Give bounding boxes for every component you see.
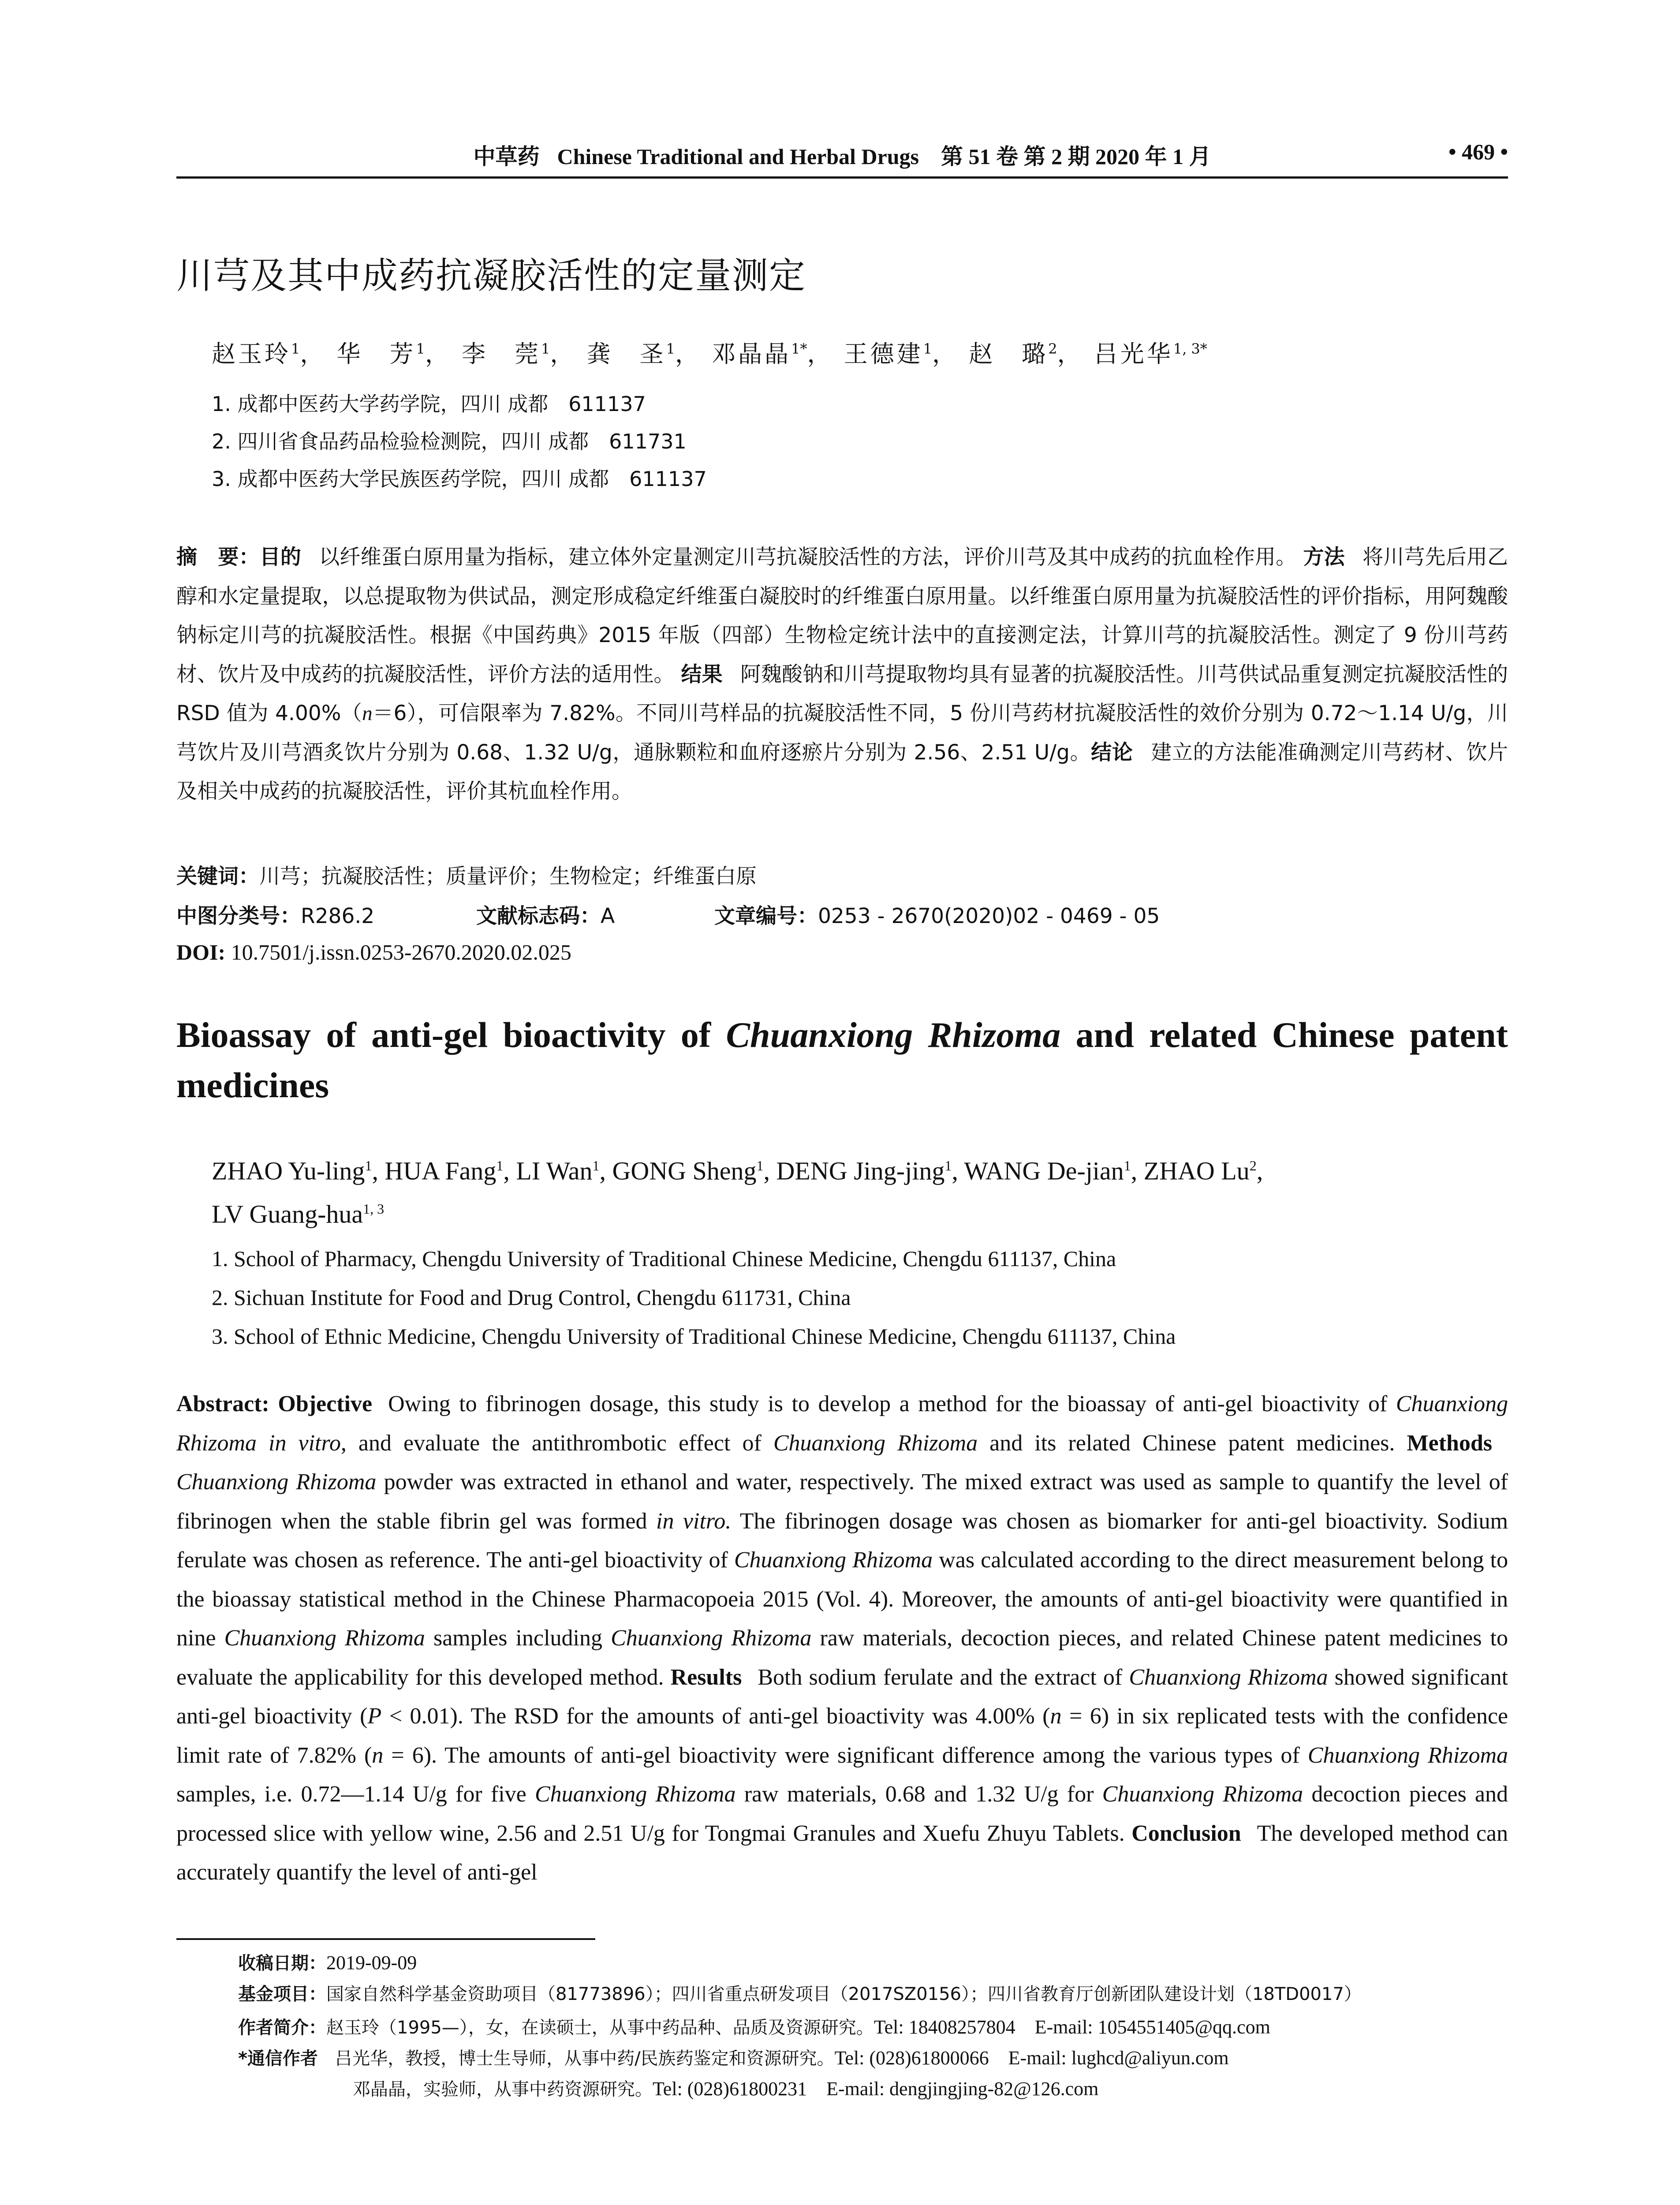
methods-en-text: The fibrinogen dosage was chosen as biomarker for anti-gel bioactivity. Sodium ferulate was chosen as reference. The anti-gel bioactivity of [176,1508,1508,1573]
doi-value: 10.7501/j.issn.0253-2670.2020.02.025 [231,940,571,964]
author-cn: 赵 璐 [969,340,1049,368]
author-en: DENG Jing-jing [776,1156,945,1185]
conclusion-text: 建立的方法能准确测定川芎药材、饮片及相关中成药的抗凝胶活性，评价其杭血栓作用。 [176,740,1508,804]
author-en: LI Wan [516,1156,593,1185]
species-name: Chuanxiong Rhizoma [535,1782,736,1807]
methods-en-label: Methods [1407,1430,1493,1456]
author-affil-sup: 1 [666,340,675,357]
species-name: Chuanxiong Rhizoma [611,1626,812,1651]
results-en-text: < 0.01). The RSD for the amounts of anti-gel bioactivity was 4.00% ( [381,1704,1050,1729]
results-n: n [362,702,373,725]
latin-term: in vitro. [656,1508,732,1534]
results-text: 阿魏酸钠和川芎提取物均具有显著的抗凝胶活性。川芎供试品重复测定抗凝胶活性的 RSD 值为 4.00%（ [176,662,1508,725]
abstract-cn [176,538,1508,811]
fund-text: 国家自然科学基金资助项目（81773896）；四川省重点研发项目（2017SZ0156）；四川省教育厅创新团队建设计划（18TD0017） [326,1984,1362,2004]
author-contact: Tel: 18408257804 E-mail: 1054551405@qq.com [874,2016,1270,2038]
affiliation-en: 3. School of Ethnic Medicine, Chengdu University of Traditional Chinese Medicine, Chengdu 611137, China [212,1324,1176,1349]
author-affil-sup: 1 [291,340,300,357]
author-affil-sup: 1* [791,340,807,357]
author-affil-sup: 1 [541,340,550,357]
author-cn: 邓晶晶 [712,340,791,368]
results-en-text: decoction pieces and processed slice with yellow wine, 2.56 and 2.51 U/g for Tongmai Granules and Xuefu Zhuyu Tablets. [176,1782,1508,1846]
species-name: Chuanxiong Rhizoma in vitro [176,1391,1508,1456]
footnote-received [238,1949,1517,1974]
corresponding-label: *通信作者 [238,2048,318,2069]
author-cn: 吕光华 [1094,340,1173,368]
classification-line [176,900,1508,929]
author-en: LV Guang-hua [212,1200,363,1229]
footnote-author [238,2011,1517,2039]
objective-en-text: Owing to fibrinogen dosage, this study is to develop a method for the bioassay of anti-gel bioactivity of [388,1391,1396,1416]
title-en-part: Bioassay of anti-gel bioactivity of [176,1015,726,1055]
author-affil-sup: 2 [1249,1158,1257,1174]
author-affil-sup: 1 [1124,1158,1131,1174]
objective-en-text: and its related Chinese patent medicines. [978,1430,1395,1456]
species-name: Chuanxiong Rhizoma [1129,1664,1328,1690]
conclusion-en-text: The developed method can accurately quantify the level of anti-gel [176,1820,1508,1885]
affiliation-cn: 2. 四川省食品药品检验检测院，四川 成都 611731 [212,430,687,453]
species-name: Chuanxiong Rhizoma [176,1469,377,1495]
running-header [176,139,1508,174]
authors-en: ZHAO Yu-ling$^1$, HUA Fang$^1$, LI Wan$^1$, GONG Sheng$^1$, DENG Jing-jing$^1$, WANG De-jian$^1$, ZHAO Lu$^2$, LV Guang-hua$^{1, 3}$ [212,1156,1263,1229]
corresponding-contact: Tel: (028)61800066 E-mail: lughcd@aliyun.com [834,2047,1229,2069]
doc-code-value: A [601,904,615,928]
species-name: Chuanxiong Rhizoma [1102,1782,1303,1807]
author-en: HUA Fang [385,1156,497,1185]
journal-name-en: Chinese Traditional and Herbal Drugs [557,144,919,169]
article-no-label: 文章编号： [714,904,818,928]
author-affil-sup: 1 [496,1158,504,1174]
species-name: Chuanxiong Rhizoma [1307,1742,1508,1768]
author-affil-sup: 1, 3 [363,1201,385,1217]
results-en-text: = 6) in six replicated tests with the confidence limit rate of 7.82% ( [176,1704,1508,1768]
objective-label: 目的 [259,545,302,569]
author-en: ZHAO Lu [1143,1156,1250,1185]
title-cn: 川芎及其中成药抗凝胶活性的定量测定 [176,255,806,297]
keywords-cn [176,860,757,889]
abstract-label: 摘 要： [176,545,260,569]
results-en-text: showed significant anti-gel bioactivity ( [176,1664,1508,1729]
corresponding-text: 吕光华，教授，博士生导师，从事中药/民族药鉴定和资源研究。 [335,2048,835,2069]
journal-name-cn: 中草药 [473,143,540,169]
author-affil-sup: 1, 3* [1173,340,1207,357]
methods-en-text: samples including [425,1626,611,1651]
author-affil-sup: 1 [592,1158,600,1174]
methods-text: 将川芎先后用乙醇和水定量提取，以总提取物为供试品，测定形成稳定纤维蛋白凝胶时的纤维蛋白原用量。以纤维蛋白原用量为抗凝胶活性的评价指标，用阿魏酸钠标定川芎的抗凝胶活性。根据《中国药典》2015 年版（四部）生物检定统计法中的直接测定法，计算川芎的抗凝胶活性。测定了 9 份川芎药材、饮片及中成药的抗凝胶活性，评价方法的适用性。 [176,545,1508,687]
author-cn: 王德建 [844,340,923,368]
doc-code-label: 文献标志码： [476,904,601,928]
clc-label: 中图分类号： [176,904,301,928]
author-affil-sup: 1 [756,1158,764,1174]
authors-cn: 赵玉玲$^1$， 华 芳$^1$， 李 莞$^1$， 龚 圣$^1$， 邓晶晶$^{1*}$， 王德建$^1$， 赵 璐$^2$， 吕光华$^{1, 3*}$ [212,340,1207,368]
methods-en-text: powder was extracted in ethanol and water, respectively. The mixed extract was used as sample to quantify the level of fibrinogen when the stable fibrin gel was formed [176,1469,1508,1534]
title-en-part: and related Chinese patent medicines [176,1015,1508,1105]
stat-symbol: P [367,1704,382,1729]
conclusion-label: 结论 [1091,740,1133,765]
footnote-fund [238,1980,1517,2005]
abstract-en-label: Abstract: Objective [176,1391,373,1416]
affiliation-en: 2. Sichuan Institute for Food and Drug Control, Chengdu 611731, China [212,1285,851,1310]
results-en-text: raw materials, 0.68 and 1.32 U/g for [735,1782,1102,1807]
title-en [176,1010,1508,1110]
author-affil-sup: 1 [365,1158,372,1174]
header-rule [176,176,1508,179]
objective-text: 以纤维蛋白原用量为指标，建立体外定量测定川芎抗凝胶活性的方法，评价川芎及其中成药的抗血栓作用。 [319,545,1297,569]
author-affil-sup: 1 [416,340,425,357]
species-name: Chuanxiong Rhizoma [773,1430,978,1456]
author-affil-sup: 1 [923,340,933,357]
abstract-en [176,1385,1508,1892]
fund-label: 基金项目： [238,1984,326,2004]
methods-en-text: raw materials, decoction pieces, and related Chinese patent medicines to evaluate the applicability for this developed method. [176,1626,1508,1690]
species-name: Chuanxiong Rhizoma [224,1626,425,1651]
methods-label: 方法 [1303,545,1345,569]
results-en-label: Results [670,1664,742,1690]
affiliation-cn: 3. 成都中医药大学民族医药学院，四川 成都 611137 [212,467,707,491]
results-en-text: = 6). The amounts of anti-gel bioactivity were significant difference among the various types of [383,1742,1308,1768]
author-cn: 华 芳 [336,340,416,368]
doi-label: DOI: [176,940,226,964]
author-en: GONG Sheng [612,1156,757,1185]
results-text-cont: ＝6），可信限率为 7.82%。不同川芎样品的抗凝胶活性不同，5 份川芎药材抗凝胶活性的效价分别为 0.72～1.14 U/g，川芎饮片及川芎酒炙饮片分别为 0.68、1.32 U/g，通脉颗粒和血府逐瘀片分别为 2.56、2.51 U/g。 [176,701,1508,765]
page-number: • 469 • [1448,139,1508,164]
author-affil-sup: 2 [1048,340,1057,357]
objective-en-text: , and evaluate the antithrombotic effect of [340,1430,773,1456]
author-cn: 龚 圣 [586,340,666,368]
received-label: 收稿日期： [238,1953,326,1973]
stat-symbol: n [1050,1704,1062,1729]
corresponding-contact: Tel: (028)61800231 E-mail: dengjingjing-82@126.com [653,2078,1099,2100]
author-en: WANG De-jian [964,1156,1124,1185]
clc-value: R286.2 [301,904,375,928]
author-cn: 李 莞 [462,340,541,368]
conclusion-en-label: Conclusion [1131,1820,1241,1846]
keywords-text: 川芎；抗凝胶活性；质量评价；生物检定；纤维蛋白原 [259,864,757,889]
issue-info: 第 51 卷 第 2 期 2020 年 1 月 [941,144,1211,169]
keywords-label: 关键词： [176,864,259,889]
author-affil-sup: 1 [945,1158,952,1174]
author-en: ZHAO Yu-ling [212,1156,365,1185]
methods-en-text: was calculated according to the direct measurement belong to the bioassay statistical method in the Chinese Pharmacopoeia 2015 (Vol. 4). Moreover, the amounts of anti-gel bioactivity were quantified in nine [176,1547,1508,1651]
footnote-corresponding-2 [353,2073,1499,2101]
title-en-italic: Chuanxiong Rhizoma [726,1015,1061,1055]
results-label: 结果 [681,662,723,687]
article-no-value: 0253 - 2670(2020)02 - 0469 - 05 [818,904,1160,928]
doi-line [176,939,571,965]
stat-symbol: n [372,1742,384,1768]
results-en-text: Both sodium ferulate and the extract of [758,1664,1129,1690]
received-date: 2019-09-09 [326,1952,417,1973]
author-bio-label: 作者简介： [238,2018,326,2038]
corresponding-text: 邓晶晶，实验师，从事中药资源研究。 [353,2079,653,2100]
affiliation-en: 1. School of Pharmacy, Chengdu University of Traditional Chinese Medicine, Chengdu 611137, China [212,1246,1116,1271]
species-name: Chuanxiong Rhizoma [734,1547,933,1573]
footnote-corresponding [238,2042,1517,2070]
results-en-text: samples, i.e. 0.72—1.14 U/g for five [176,1782,535,1807]
footnote-rule [176,1938,595,1940]
affiliation-cn: 1. 成都中医药大学药学院，四川 成都 611137 [212,392,646,416]
author-bio-text: 赵玉玲（1995—），女，在读硕士，从事中药品种、品质及资源研究。 [326,2018,874,2038]
author-cn: 赵玉玲 [212,340,291,368]
